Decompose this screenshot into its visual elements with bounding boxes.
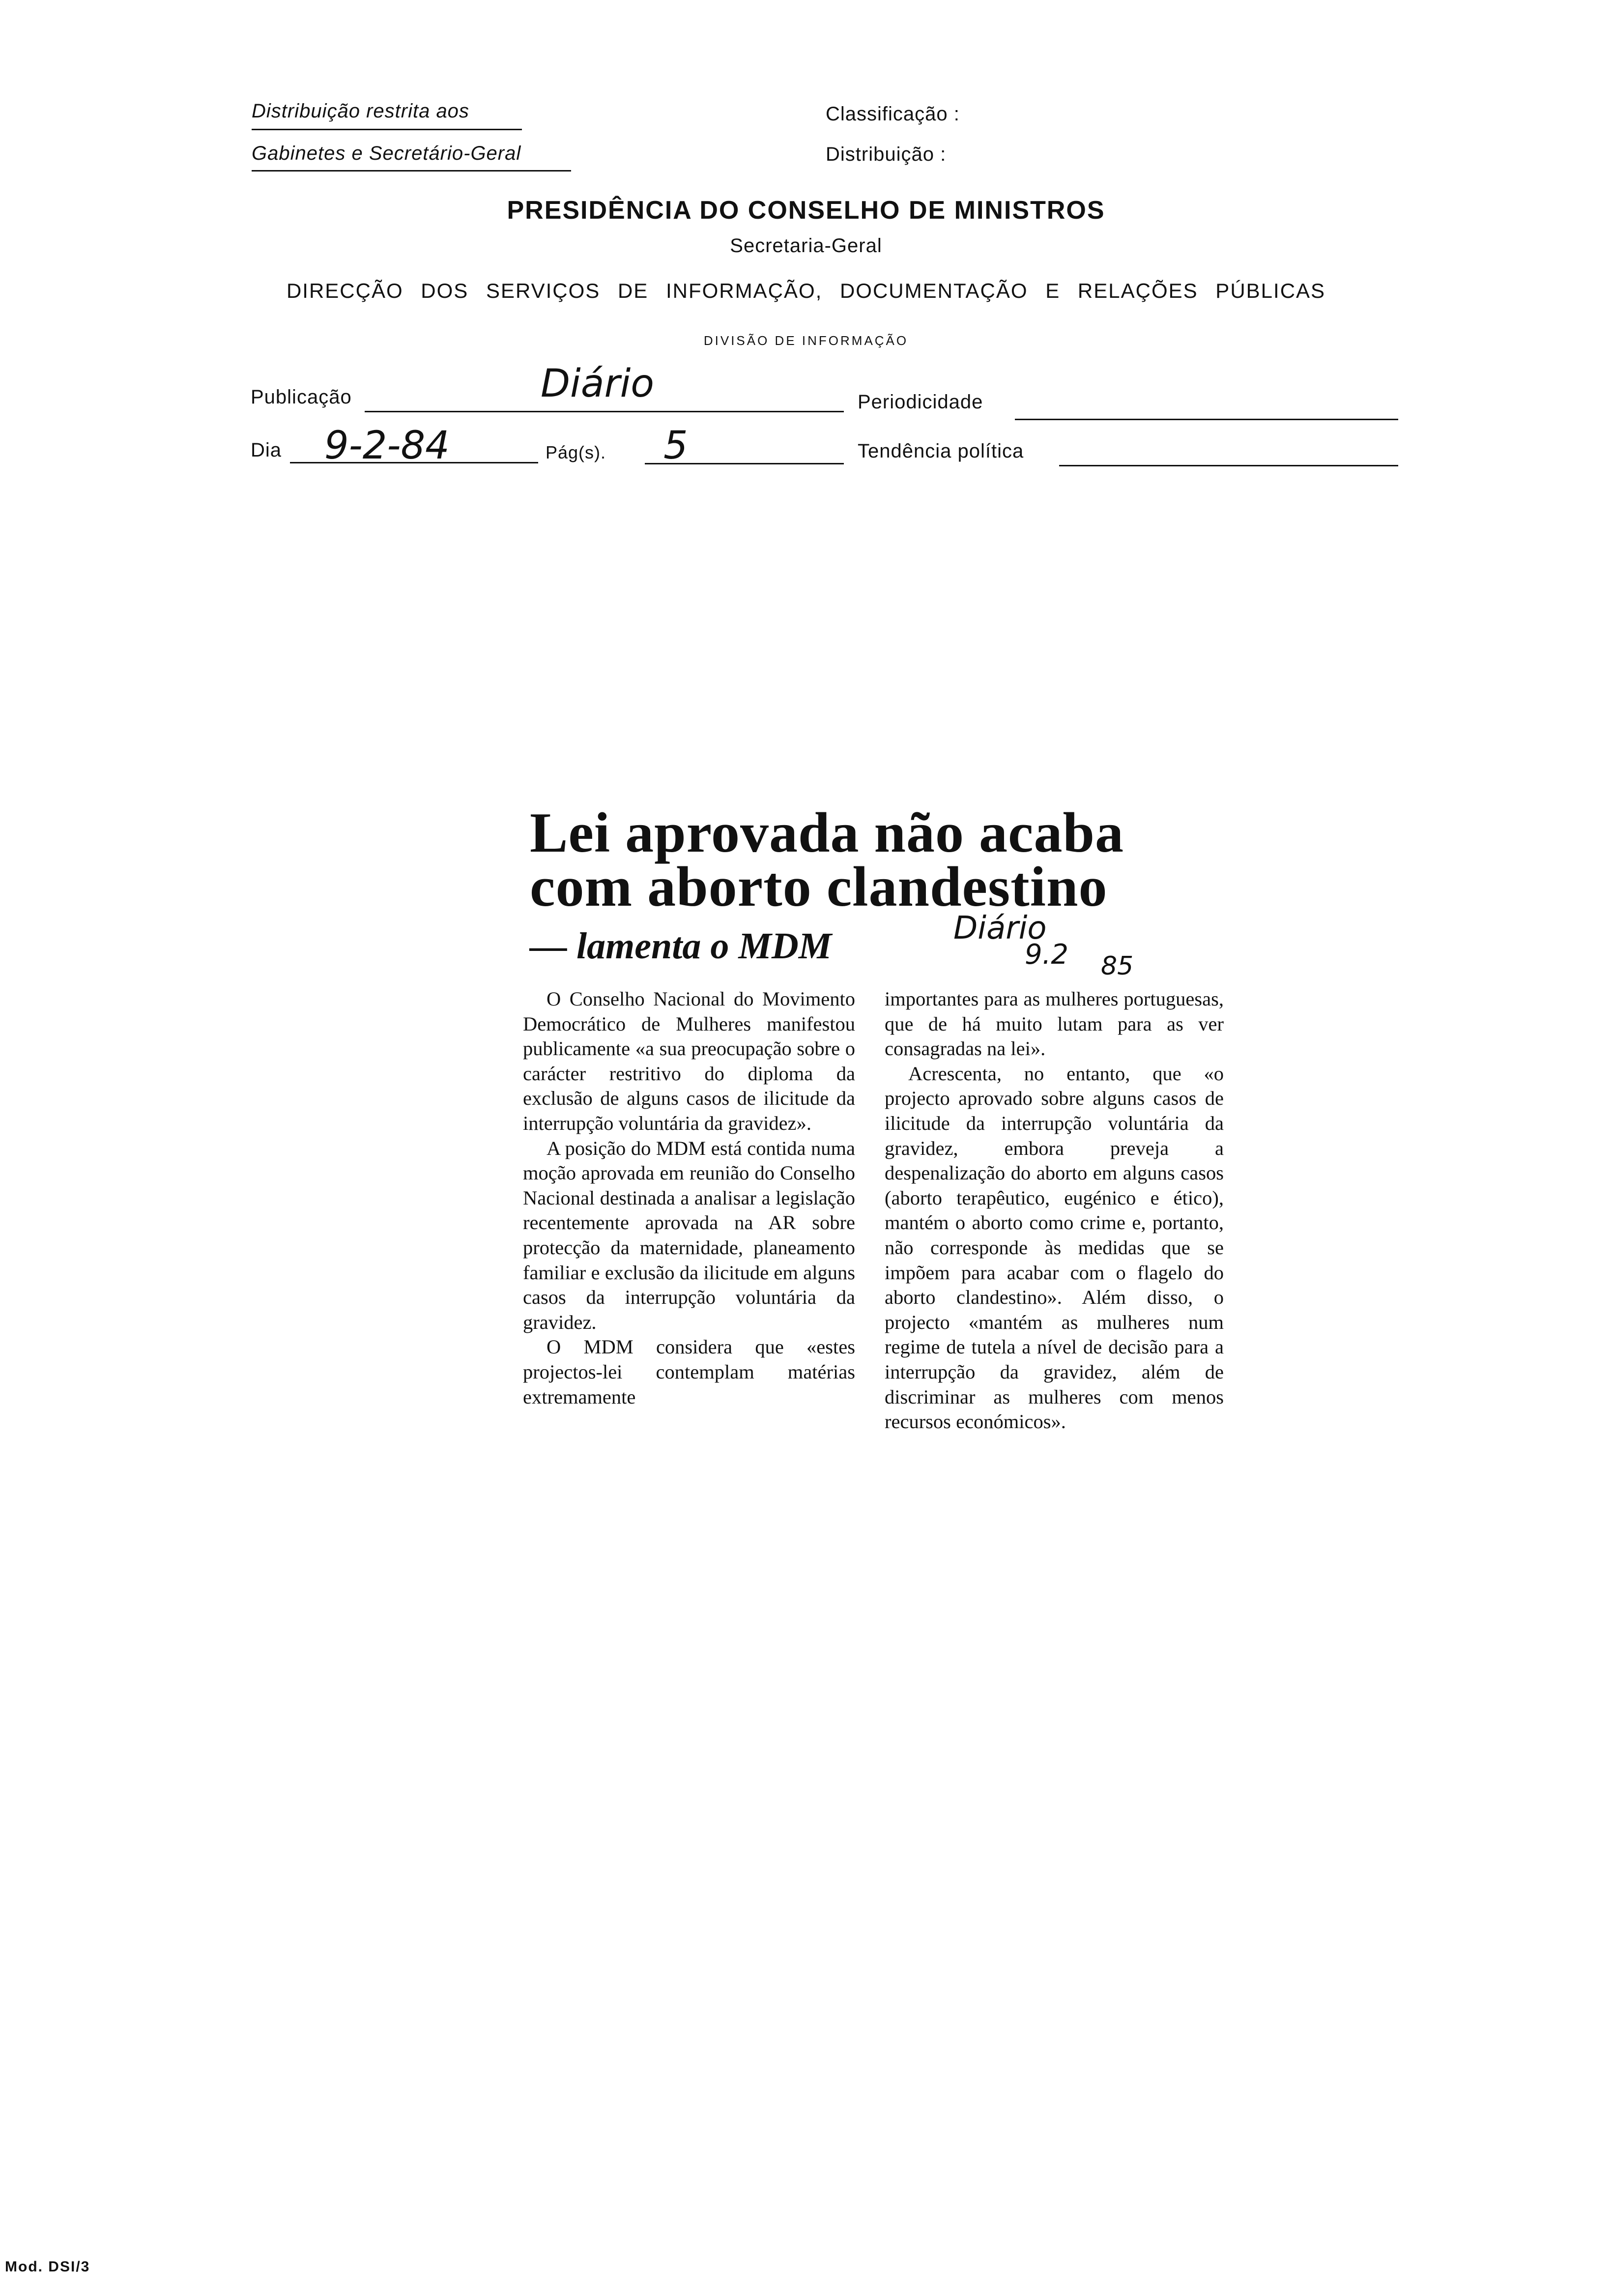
divisao-informacao: DIVISÃO DE INFORMAÇÃO <box>703 333 909 348</box>
restricted-distribution-line1: Distribuição restrita aos <box>252 100 469 122</box>
article-subhead: — lamenta o MDM <box>530 925 832 967</box>
pags-handwritten: 5 <box>663 424 688 468</box>
col2-paragraph-1: importantes para as mulheres portuguesas, que de há muito lutam para as ver consagradas na lei». <box>885 988 1224 1060</box>
headline-line-2: com aborto clandestino <box>530 856 1108 918</box>
tendencia-label: Tendência política <box>858 440 1024 462</box>
periodicidade-line <box>1015 419 1398 420</box>
restricted-distribution-line2: Gabinetes e Secretário-Geral <box>252 143 521 164</box>
annotation-year: 85 <box>1101 951 1134 981</box>
direccao-servicos: DIRECÇÃO DOS SERVIÇOS DE INFORMAÇÃO, DOCUMENTAÇÃO E RELAÇÕES PÚBLICAS <box>286 279 1326 302</box>
article-headline <box>530 802 1169 918</box>
article-column-1 <box>523 987 855 1409</box>
col1-paragraph-3: O MDM considera que «estes projectos-lei contemplam matérias extremamente <box>523 1336 855 1408</box>
col1-paragraph-2: A posição do MDM está contida numa moção aprovada em reunião do Conselho Nacional destinada a analisar a legislação recentemente aprovada na AR sobre protecção da maternidade, planeamento familiar e exclusão da ilicitude em alguns casos da interrupção voluntária da gravidez. <box>523 1137 855 1333</box>
form-model-code: Mod. DSI/3 <box>5 2259 90 2275</box>
restricted-underline-2 <box>252 170 571 172</box>
col2-paragraph-2: Acrescenta, no entanto, que «o projecto aprovado sobre alguns casos de ilicitude da interrupção voluntária da gravidez, embora preveja a despenalização do aborto em alguns casos (aborto terapêutico, eugénico e ético), mantém o aborto como crime e, portanto, não corresponde às medidas que se impõem para acabar com o flagelo do aborto clandestino». Além disso, o projecto «mantém as mulheres num regime de tutela a nível de decisão para a interrupção da gravidez, além de discriminar as mulheres com menos recursos económicos». <box>885 1062 1224 1433</box>
publicacao-handwritten: Diário <box>541 362 654 406</box>
pags-label: Pág(s). <box>546 442 606 462</box>
col1-paragraph-1: O Conselho Nacional do Movimento Democrático de Mulheres manifestou publicamente «a sua preocupação sobre o carácter restritivo do diploma da exclusão de alguns casos de ilicitude da interrupção voluntária da gravidez». <box>523 988 855 1134</box>
dia-handwritten: 9-2-84 <box>324 424 450 468</box>
annotation-diario: Diário <box>953 910 1047 947</box>
tendencia-line <box>1059 465 1398 466</box>
restricted-underline-1 <box>252 129 522 130</box>
publicacao-line <box>365 411 844 412</box>
ministry-title: PRESIDÊNCIA DO CONSELHO DE MINISTROS <box>507 196 1105 225</box>
dia-label: Dia <box>251 439 282 461</box>
distribuicao-label: Distribuição : <box>826 144 947 165</box>
publicacao-label: Publicação <box>251 386 352 408</box>
classificacao-label: Classificação : <box>826 103 960 125</box>
secretaria-geral: Secretaria-Geral <box>730 235 882 257</box>
periodicidade-label: Periodicidade <box>858 391 983 413</box>
article-column-2 <box>885 987 1224 1435</box>
headline-line-1: Lei aprovada não acaba <box>530 802 1124 864</box>
annotation-date: 9.2 <box>1025 939 1069 971</box>
